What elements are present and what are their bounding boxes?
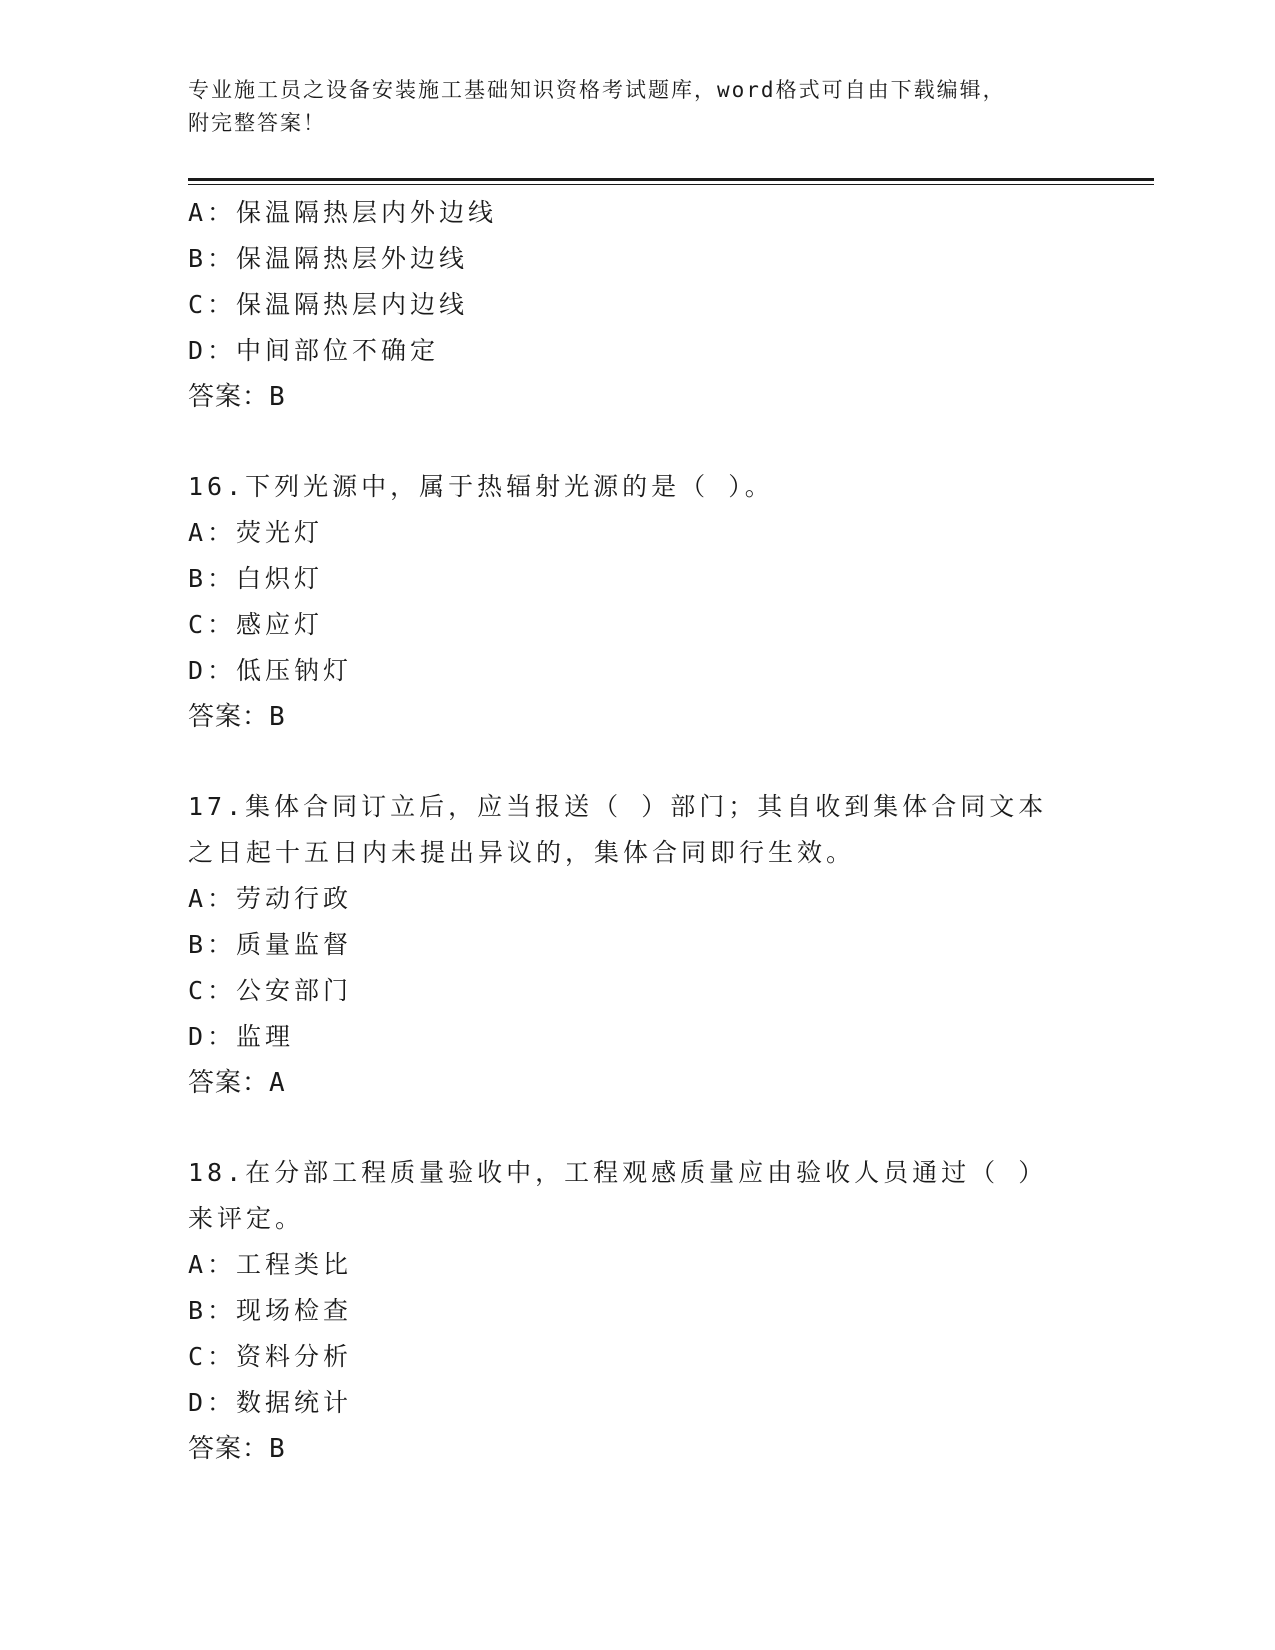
header-line-2: 附完整答案！ xyxy=(188,111,326,135)
option-c: C：感应灯 xyxy=(188,610,324,639)
option-a: A：工程类比 xyxy=(188,1250,353,1279)
question-17 xyxy=(188,784,1088,1106)
option-a: A：保温隔热层内外边线 xyxy=(188,198,498,227)
option-b: B：保温隔热层外边线 xyxy=(188,244,469,273)
question-stem: 18.在分部工程质量验收中，工程观感质量应由验收人员通过（ ）来评定。 xyxy=(188,1158,1048,1233)
option-a: A：荧光灯 xyxy=(188,518,324,547)
option-d: D：低压钠灯 xyxy=(188,656,353,685)
question-stem: 16.下列光源中，属于热辐射光源的是（ ）。 xyxy=(188,472,774,501)
option-c: C：保温隔热层内边线 xyxy=(188,290,469,319)
answer: 答案：B xyxy=(188,1434,286,1464)
header-line-1: 专业施工员之设备安装施工基础知识资格考试题库，word格式可自由下载编辑， xyxy=(188,78,1006,102)
option-c: C：资料分析 xyxy=(188,1342,353,1371)
option-b: B：白炽灯 xyxy=(188,564,324,593)
question-list xyxy=(188,190,1088,1472)
question-18 xyxy=(188,1150,1088,1472)
header-divider-thin xyxy=(188,184,1154,185)
answer: 答案：A xyxy=(188,1068,286,1098)
question-15 xyxy=(188,190,1088,420)
option-a: A：劳动行政 xyxy=(188,884,353,913)
question-16 xyxy=(188,464,1088,740)
option-b: B：现场检查 xyxy=(188,1296,353,1325)
option-b: B：质量监督 xyxy=(188,930,353,959)
document-header xyxy=(188,74,1068,140)
option-c: C：公安部门 xyxy=(188,976,353,1005)
header-divider-thick xyxy=(188,178,1154,181)
question-stem: 17.集体合同订立后，应当报送（ ）部门；其自收到集体合同文本之日起十五日内未提出异议的，集体合同即行生效。 xyxy=(188,792,1048,867)
option-d: D：监理 xyxy=(188,1022,295,1051)
answer: 答案：B xyxy=(188,382,286,412)
option-d: D：数据统计 xyxy=(188,1388,353,1417)
option-d: D：中间部位不确定 xyxy=(188,336,440,365)
answer: 答案：B xyxy=(188,702,286,732)
